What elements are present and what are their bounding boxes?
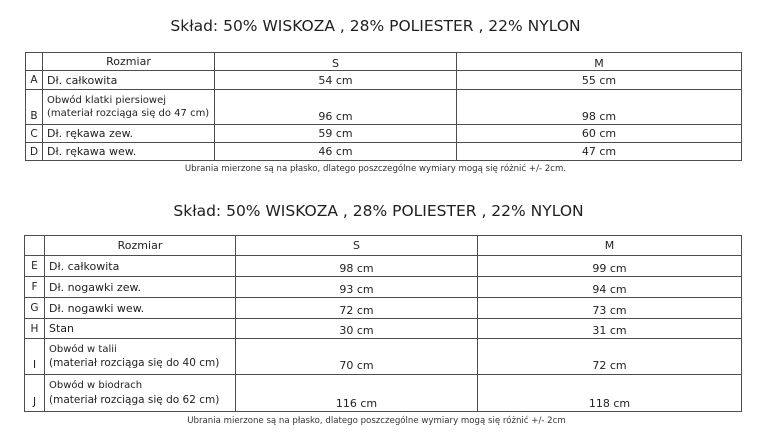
header-s: S [236, 236, 478, 256]
value-m: 118 cm [478, 375, 742, 412]
table-header-row [25, 236, 742, 256]
value-m: 47 cm [457, 143, 742, 161]
value-m: 72 cm [478, 339, 742, 375]
bottom-size-table [24, 235, 742, 412]
value-s: 70 cm [236, 339, 478, 375]
header-m: M [478, 236, 742, 256]
value-m: 55 cm [457, 71, 742, 90]
row-sublabel: (materiał rozciąga się do 47 cm) [47, 108, 210, 119]
row-code: I [25, 339, 45, 375]
row-code: D [26, 143, 43, 161]
bottom-measurement-note: Ubrania mierzone są na płasko, dlatego poszczególne wymiary mogą się różnić +/- 2cm [187, 416, 566, 426]
row-label: Dł. całkowita [43, 71, 215, 90]
value-s: 54 cm [215, 71, 457, 90]
table-row [25, 339, 742, 375]
table-row [25, 298, 742, 319]
row-label: Dł. nogawki wew. [45, 298, 236, 319]
header-code-cell [26, 53, 43, 71]
value-m: 94 cm [478, 277, 742, 298]
value-m: 60 cm [457, 125, 742, 143]
top-measurement-note: Ubrania mierzone są na płasko, dlatego poszczególne wymiary mogą się różnić +/- 2cm. [184, 164, 567, 174]
value-s: 46 cm [215, 143, 457, 161]
row-code: J [25, 375, 45, 412]
value-s: 98 cm [236, 256, 478, 277]
row-code: A [26, 71, 43, 90]
row-label: Dł. rękawa wew. [43, 143, 215, 161]
value-s: 96 cm [215, 90, 457, 125]
table-row [25, 256, 742, 277]
row-label: Dł. rękawa zew. [43, 125, 215, 143]
table-row [26, 90, 742, 125]
row-label: Obwód w talii [49, 343, 117, 355]
top-size-table [25, 52, 742, 161]
row-label: Obwód w biodrach [49, 379, 143, 391]
row-code: B [26, 90, 43, 125]
table-row [25, 277, 742, 298]
row-label: Obwód klatki piersiowej [47, 95, 167, 106]
table-row [25, 375, 742, 412]
row-code: E [25, 256, 45, 277]
value-s: 72 cm [236, 298, 478, 319]
value-s: 59 cm [215, 125, 457, 143]
header-s: S [215, 53, 457, 71]
value-m: 98 cm [457, 90, 742, 125]
row-sublabel: (materiał rozciąga się do 62 cm) [49, 393, 220, 406]
header-size-label: Rozmiar [43, 53, 215, 71]
row-sublabel: (materiał rozciąga się do 40 cm) [49, 356, 220, 369]
row-label-multiline [45, 375, 236, 412]
table-row [26, 125, 742, 143]
row-code: C [26, 125, 43, 143]
value-m: 99 cm [478, 256, 742, 277]
table-row [26, 71, 742, 90]
value-m: 31 cm [478, 319, 742, 339]
row-label-multiline [45, 339, 236, 375]
value-s: 93 cm [236, 277, 478, 298]
header-code-cell [25, 236, 45, 256]
row-label: Dł. całkowita [45, 256, 236, 277]
header-m: M [457, 53, 742, 71]
row-code: H [25, 319, 45, 339]
table-row [25, 319, 742, 339]
table-header-row [26, 53, 742, 71]
row-code: G [25, 298, 45, 319]
top-composition-title: Skład: 50% WISKOZA , 28% POLIESTER , 22% NYLON [170, 17, 581, 35]
row-label: Stan [45, 319, 236, 339]
row-label: Dł. nogawki zew. [45, 277, 236, 298]
table-row [26, 143, 742, 161]
row-label-multiline [43, 90, 215, 125]
value-s: 30 cm [236, 319, 478, 339]
header-size-label: Rozmiar [45, 236, 236, 256]
value-m: 73 cm [478, 298, 742, 319]
row-code: F [25, 277, 45, 298]
value-s: 116 cm [236, 375, 478, 412]
bottom-composition-title: Skład: 50% WISKOZA , 28% POLIESTER , 22% NYLON [173, 202, 584, 220]
